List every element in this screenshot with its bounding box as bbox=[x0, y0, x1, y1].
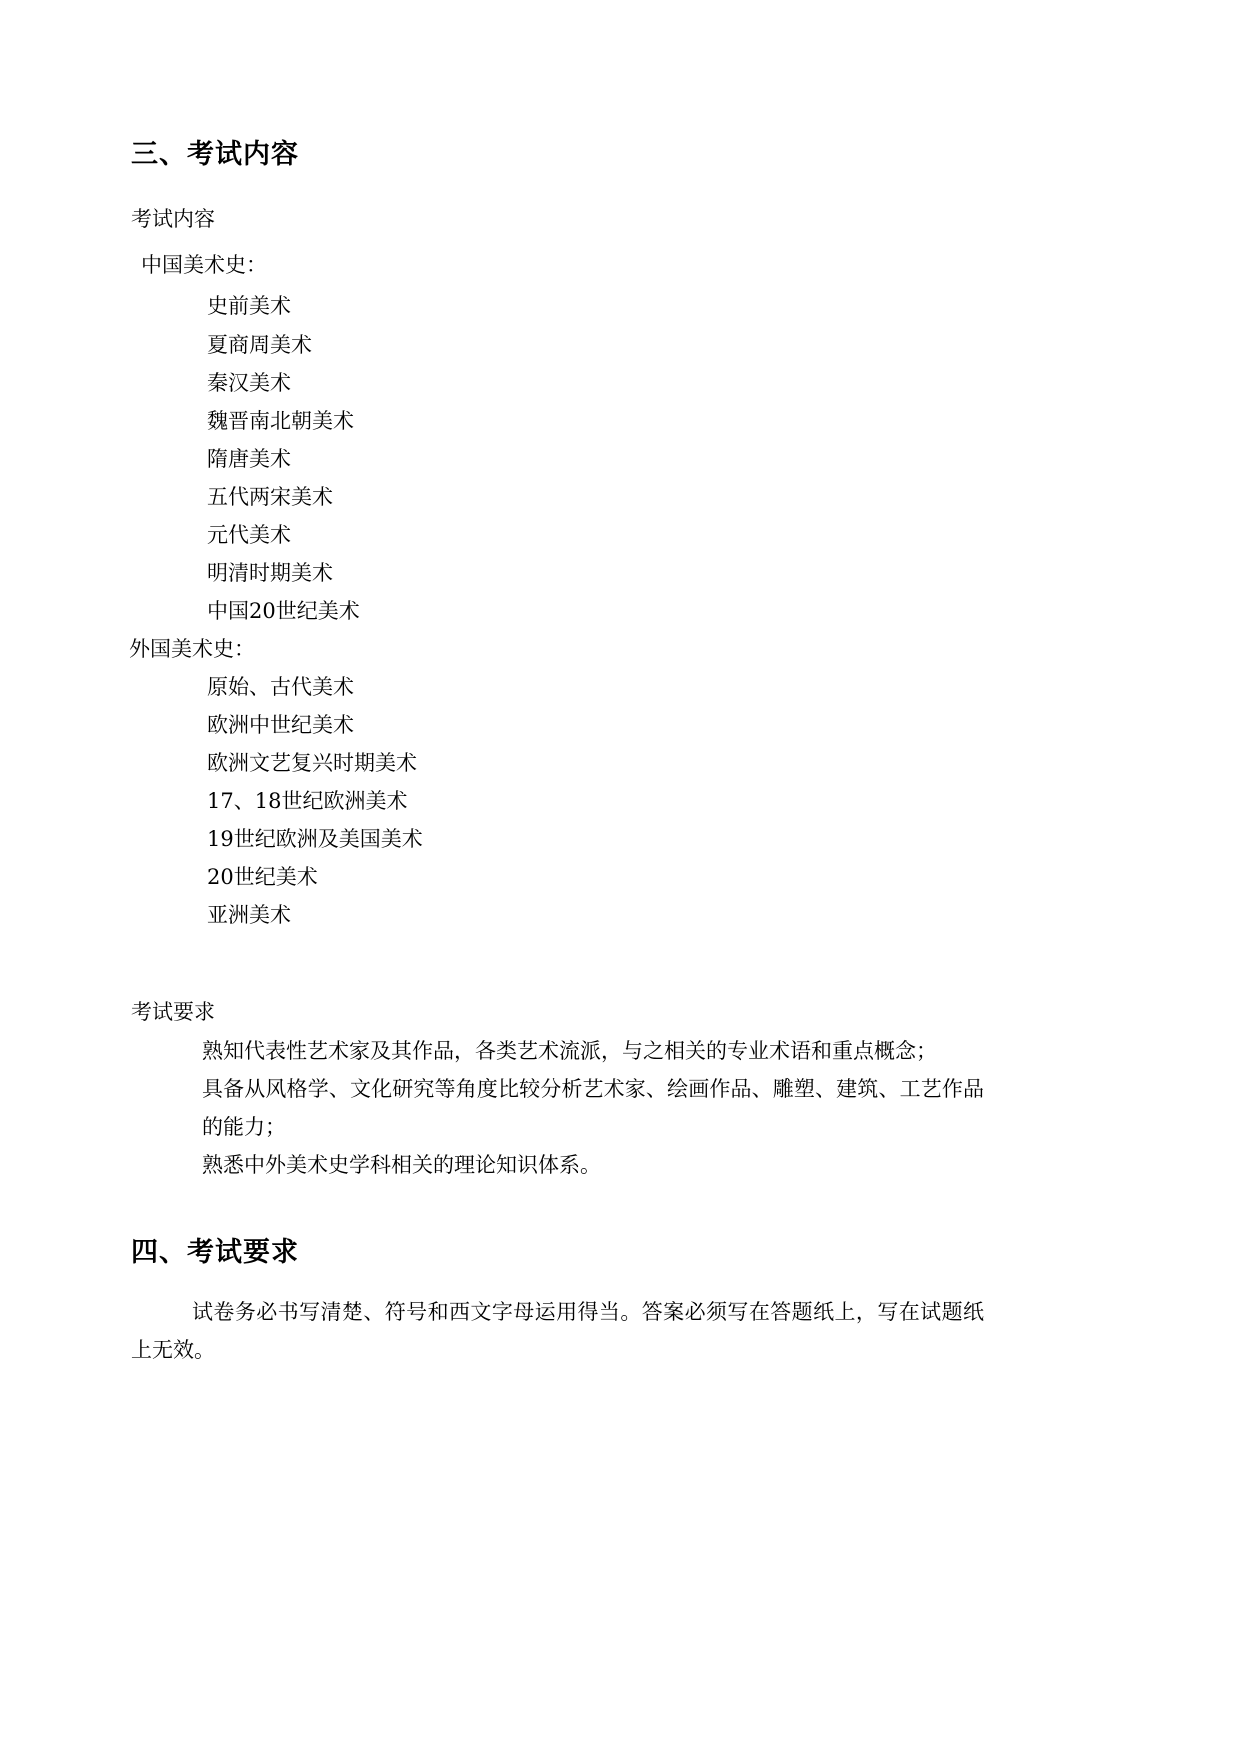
group-label-chinese-art-history: 中国美术史： bbox=[141, 253, 267, 277]
group-label-foreign-art-history: 外国美术史： bbox=[129, 637, 255, 661]
list-item: 19世纪欧洲及美国美术 bbox=[207, 827, 423, 851]
list-item: 秦汉美术 bbox=[207, 371, 291, 395]
section-four-paragraph: 试卷务必书写清楚、符号和西文字母运用得当。答案必须写在答题纸上，写在试题纸上无效。 bbox=[131, 1300, 984, 1362]
list-item: 亚洲美术 bbox=[207, 903, 291, 927]
exam-content-label: 考试内容 bbox=[131, 207, 215, 231]
list-item: 史前美术 bbox=[207, 294, 291, 318]
list-item: 元代美术 bbox=[207, 523, 291, 547]
section-heading-four: 四、考试要求 bbox=[131, 1237, 299, 1268]
list-item: 欧洲中世纪美术 bbox=[207, 713, 354, 737]
list-item: 欧洲文艺复兴时期美术 bbox=[207, 751, 417, 775]
exam-requirements-label: 考试要求 bbox=[131, 1000, 215, 1024]
list-item: 中国20世纪美术 bbox=[207, 599, 360, 623]
list-item: 17、18世纪欧洲美术 bbox=[207, 789, 408, 813]
exam-requirements-paragraph bbox=[202, 1032, 984, 1184]
list-item: 夏商周美术 bbox=[207, 333, 312, 357]
requirement-line: 具备从风格学、文化研究等角度比较分析艺术家、绘画作品、雕塑、建筑、工艺作品的能力； bbox=[202, 1077, 984, 1139]
list-item: 原始、古代美术 bbox=[207, 675, 354, 699]
requirement-line: 熟知代表性艺术家及其作品，各类艺术流派，与之相关的专业术语和重点概念； bbox=[202, 1039, 937, 1063]
list-item: 明清时期美术 bbox=[207, 561, 333, 585]
list-item: 五代两宋美术 bbox=[207, 485, 333, 509]
section-heading-three: 三、考试内容 bbox=[131, 139, 299, 170]
list-item: 20世纪美术 bbox=[207, 865, 318, 889]
list-item: 魏晋南北朝美术 bbox=[207, 409, 354, 433]
requirement-line: 熟悉中外美术史学科相关的理论知识体系。 bbox=[202, 1153, 601, 1177]
list-item: 隋唐美术 bbox=[207, 447, 291, 471]
